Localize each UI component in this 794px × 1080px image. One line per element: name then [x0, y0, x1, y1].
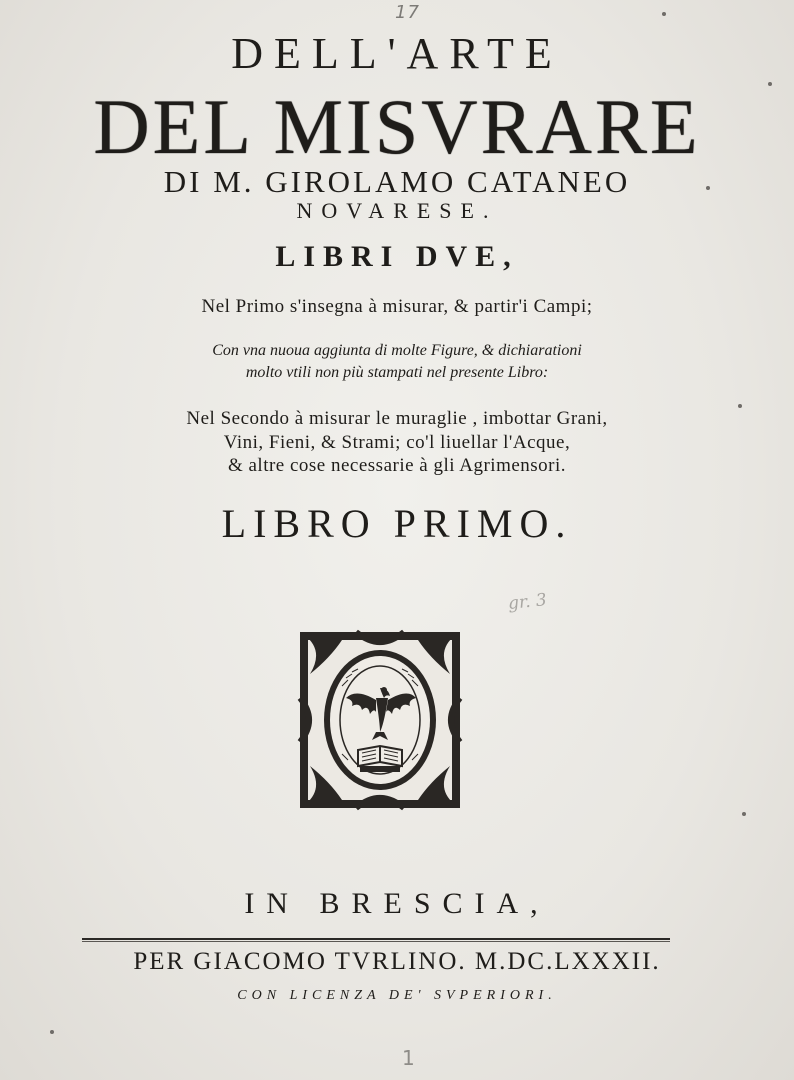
paper-speck: [50, 1030, 54, 1034]
paper-speck: [662, 12, 666, 16]
author-origin: NOVARESE.: [296, 198, 498, 223]
paper-speck: [768, 82, 772, 86]
paper-speck: [738, 404, 742, 408]
book2-line-1: Nel Secondo à misurar le muraglie , imbottar Grani,: [186, 408, 608, 429]
book2-line-3: & altre cose necessarie à gli Agrimensori.: [227, 455, 567, 476]
shelfmark: 17: [395, 2, 420, 23]
addition-line-2: molto vtili non più stampati nel presente Libro:: [245, 364, 549, 381]
page-number-mark: 1: [402, 1046, 415, 1070]
addition-line-1: Con vna nuoua aggiunta di molte Figure, & dichiarationi: [212, 342, 582, 359]
license-line: CON LICENZA DE' SVPERIORI.: [237, 988, 557, 1003]
title-line-2: DEL MISVRARE: [93, 83, 701, 170]
book1-description: Nel Primo s'insegna à misurar, & partir'i Campi;: [201, 296, 593, 317]
imprint-rule: [82, 938, 670, 940]
books-heading: LIBRI DVE,: [275, 240, 519, 273]
volume-heading: LIBRO PRIMO.: [221, 501, 573, 546]
paper-speck: [742, 812, 746, 816]
imprint-printer: PER GIACOMO TVRLINO. M.DC.LXXXII.: [133, 948, 661, 975]
title-line-1: DELL'ARTE: [231, 29, 563, 78]
imprint-rule-thin: [82, 941, 670, 942]
author-line: DI M. GIROLAMO CATANEO: [163, 164, 631, 199]
imprint-place: IN BRESCIA,: [244, 887, 550, 920]
book2-line-2: Vini, Fieni, & Strami; co'l liuellar l'Acque,: [223, 432, 571, 453]
pencil-note: gr. 3: [507, 590, 548, 614]
eagle-book-emblem-icon: [296, 628, 464, 812]
paper-speck: [706, 186, 710, 190]
